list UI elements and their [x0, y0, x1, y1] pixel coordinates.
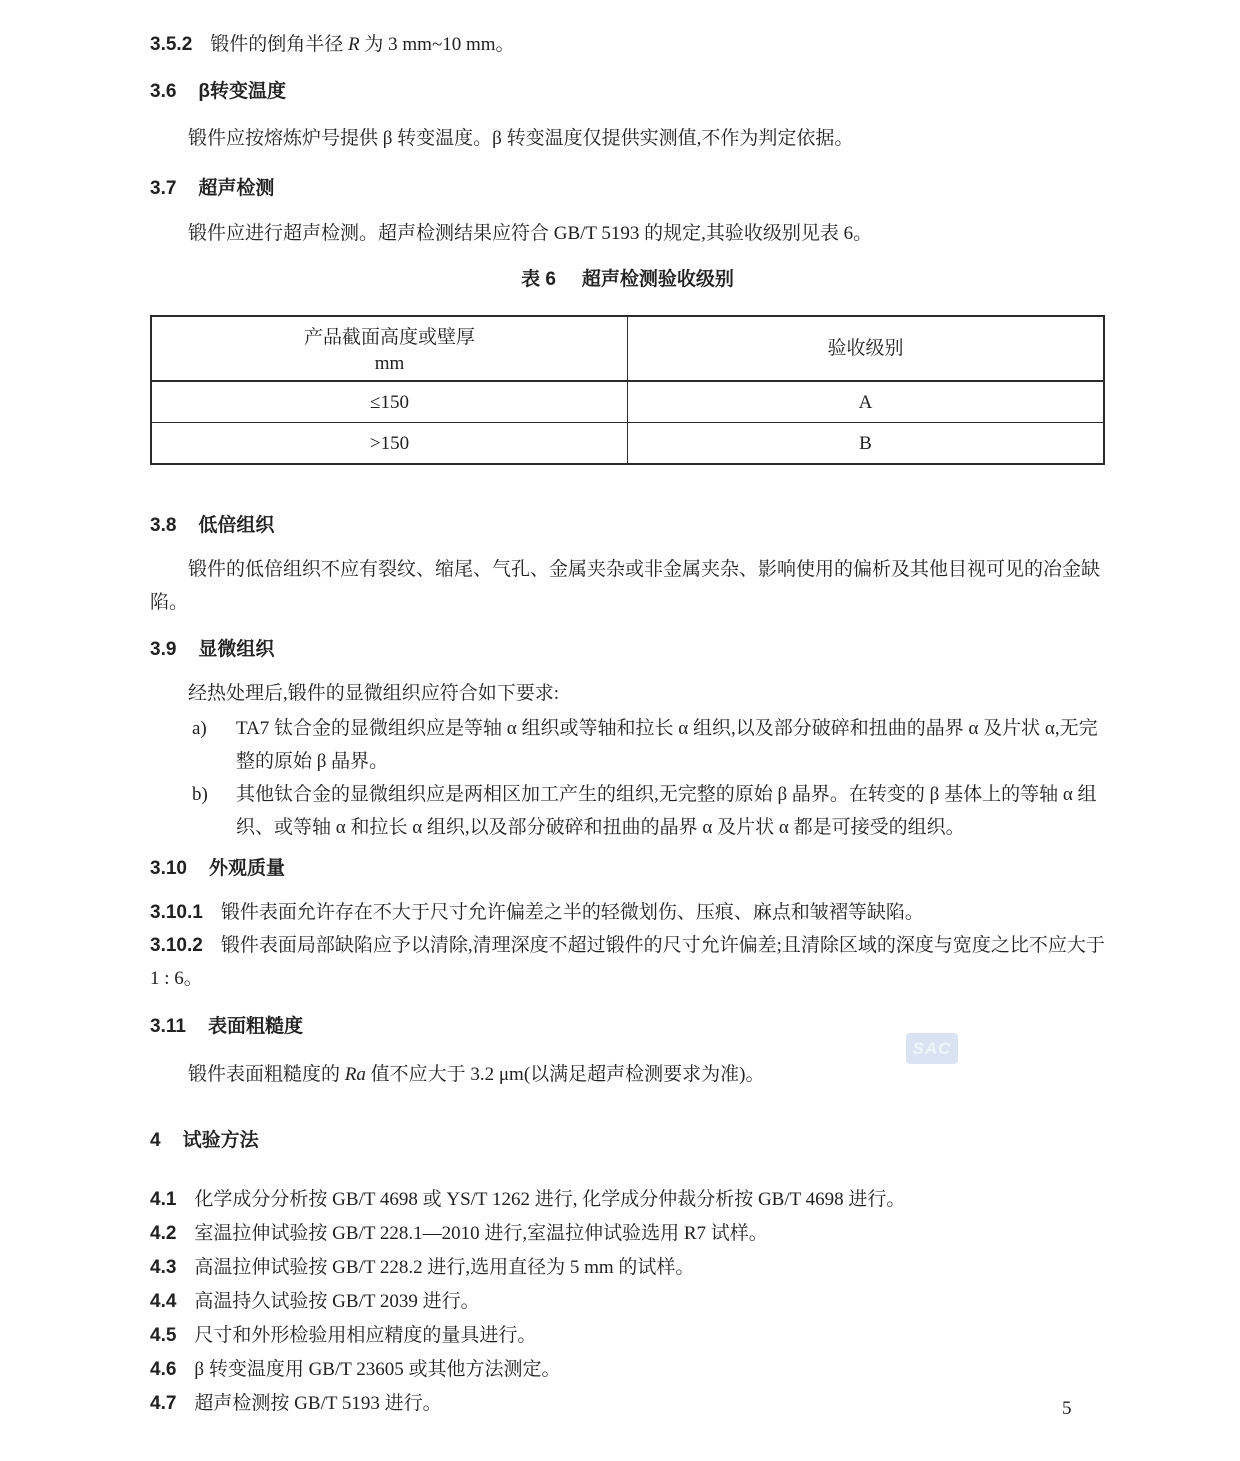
heading-title: 试验方法	[182, 1130, 259, 1151]
clause-4-5	[150, 1319, 1105, 1353]
clause-text: 为 3 mm~10 mm。	[359, 34, 515, 55]
heading-3-8	[150, 509, 1105, 542]
table-caption-label: 表 6	[521, 269, 556, 290]
cell-grade: A	[628, 381, 1105, 423]
heading-3-6	[150, 75, 1105, 108]
heading-title: 外观质量	[208, 858, 285, 879]
clause-number: 3.10.1	[150, 902, 203, 923]
heading-3-11	[150, 1010, 1105, 1043]
clause-text: 室温拉伸试验按 GB/T 228.1—2010 进行,室温拉伸试验选用 R7 试样。	[194, 1223, 768, 1244]
heading-title: β转变温度	[198, 81, 287, 102]
clause-number: 3.10.2	[150, 935, 203, 956]
clause-text: 锻件表面允许存在不大于尺寸允许偏差之半的轻微划伤、压痕、麻点和皱褶等缺陷。	[220, 902, 924, 923]
paragraph-3-7: 锻件应进行超声检测。超声检测结果应符合 GB/T 5193 的规定,其验收级别见表 6。	[188, 223, 873, 244]
clause-number: 3.5.2	[150, 34, 193, 55]
heading-title: 低倍组织	[198, 515, 275, 536]
heading-number: 3.8	[150, 515, 177, 536]
table-row	[151, 381, 1104, 423]
heading-number: 4	[150, 1130, 161, 1151]
variable-r: R	[348, 34, 360, 55]
clause-4-4	[150, 1285, 1105, 1319]
clause-3-10-2	[150, 929, 1105, 995]
paragraph-3-8: 锻件的低倍组织不应有裂纹、缩尾、气孔、金属夹杂或非金属夹杂、影响使用的偏析及其他目视可见的冶金缺陷。	[150, 559, 1101, 613]
clause-text: 超声检测按 GB/T 5193 进行。	[194, 1393, 442, 1414]
table-6	[150, 315, 1105, 465]
page-number: 5	[1062, 1398, 1072, 1419]
paragraph-3-9: 经热处理后,锻件的显微组织应符合如下要求:	[188, 683, 560, 704]
heading-number: 3.11	[150, 1016, 186, 1037]
clause-text: 值不应大于 3.2 μm(以满足超声检测要求为准)。	[365, 1064, 765, 1085]
clause-4-1	[150, 1183, 1105, 1217]
paragraph-3-11	[150, 1058, 1105, 1091]
heading-number: 3.9	[150, 639, 177, 660]
clause-4-7	[150, 1387, 1105, 1421]
cell-size: ≤150	[151, 381, 628, 423]
list-item-b	[192, 778, 1105, 844]
clause-number: 4.7	[150, 1393, 177, 1414]
clause-number: 4.1	[150, 1189, 177, 1210]
clause-4-6	[150, 1353, 1105, 1387]
clause-text: 锻件表面局部缺陷应予以清除,清理深度不超过锻件的尺寸允许偏差;且清除区域的深度与宽度之比不应大于 1 : 6。	[150, 935, 1105, 989]
heading-number: 3.7	[150, 178, 177, 199]
clause-number: 4.6	[150, 1359, 177, 1380]
heading-title: 超声检测	[198, 178, 275, 199]
clause-number: 4.2	[150, 1223, 177, 1244]
clause-text: 高温持久试验按 GB/T 2039 进行。	[194, 1291, 480, 1312]
clause-3-5-2	[150, 28, 1105, 61]
list-item-label: a)	[192, 718, 207, 739]
sac-watermark-logo: SAC	[906, 1033, 958, 1064]
heading-title: 显微组织	[198, 639, 275, 660]
heading-number: 3.10	[150, 858, 187, 879]
variable-ra: Ra	[344, 1064, 366, 1085]
table-caption-title: 超声检测验收级别	[581, 269, 734, 290]
heading-4	[150, 1124, 1105, 1157]
heading-3-10	[150, 852, 1105, 885]
clause-text: 锻件表面粗糙度的	[188, 1064, 345, 1085]
heading-title: 表面粗糙度	[207, 1016, 303, 1037]
heading-3-9	[150, 633, 1105, 666]
table-row	[151, 423, 1104, 465]
clause-text: 锻件的倒角半径	[210, 34, 349, 55]
list-item-a	[192, 712, 1105, 778]
table-header-row	[151, 316, 1104, 381]
clause-number: 4.3	[150, 1257, 177, 1278]
cell-grade: B	[628, 423, 1105, 465]
col-header-grade: 验收级别	[628, 316, 1105, 381]
clause-text: 高温拉伸试验按 GB/T 228.2 进行,选用直径为 5 mm 的试样。	[194, 1257, 695, 1278]
cell-size: >150	[151, 423, 628, 465]
heading-3-7	[150, 172, 1105, 205]
paragraph-3-6: 锻件应按熔炼炉号提供 β 转变温度。β 转变温度仅提供实测值,不作为判定依据。	[188, 128, 854, 149]
heading-number: 3.6	[150, 81, 177, 102]
method-list	[150, 1183, 1105, 1421]
clause-4-2	[150, 1217, 1105, 1251]
list-item-text: TA7 钛合金的显微组织应是等轴 α 组织或等轴和拉长 α 组织,以及部分破碎和扭曲的晶界 α 及片状 α,无完整的原始 β 晶界。	[236, 718, 1098, 772]
clause-text: β 转变温度用 GB/T 23605 或其他方法测定。	[194, 1359, 561, 1380]
clause-number: 4.4	[150, 1291, 177, 1312]
col-header-size-unit: mm	[374, 352, 405, 374]
table-6-caption	[150, 263, 1105, 296]
clause-number: 4.5	[150, 1325, 177, 1346]
clause-3-10-1	[150, 896, 1105, 929]
requirement-list	[192, 712, 1105, 844]
list-item-text: 其他钛合金的显微组织应是两相区加工产生的组织,无完整的原始 β 晶界。在转变的 β 基体上的等轴 α 组织、或等轴 α 和拉长 α 组织,以及部分破碎和扭曲的晶界 α 及片状 α 都是可接受的组织。	[236, 784, 1097, 838]
list-item-label: b)	[192, 784, 208, 805]
clause-text: 化学成分分析按 GB/T 4698 或 YS/T 1262 进行, 化学成分仲裁分析按 GB/T 4698 进行。	[194, 1189, 906, 1210]
col-header-size-line1: 产品截面高度或壁厚	[303, 326, 475, 348]
clause-4-3	[150, 1251, 1105, 1285]
col-header-size	[151, 316, 628, 381]
clause-text: 尺寸和外形检验用相应精度的量具进行。	[194, 1325, 537, 1346]
